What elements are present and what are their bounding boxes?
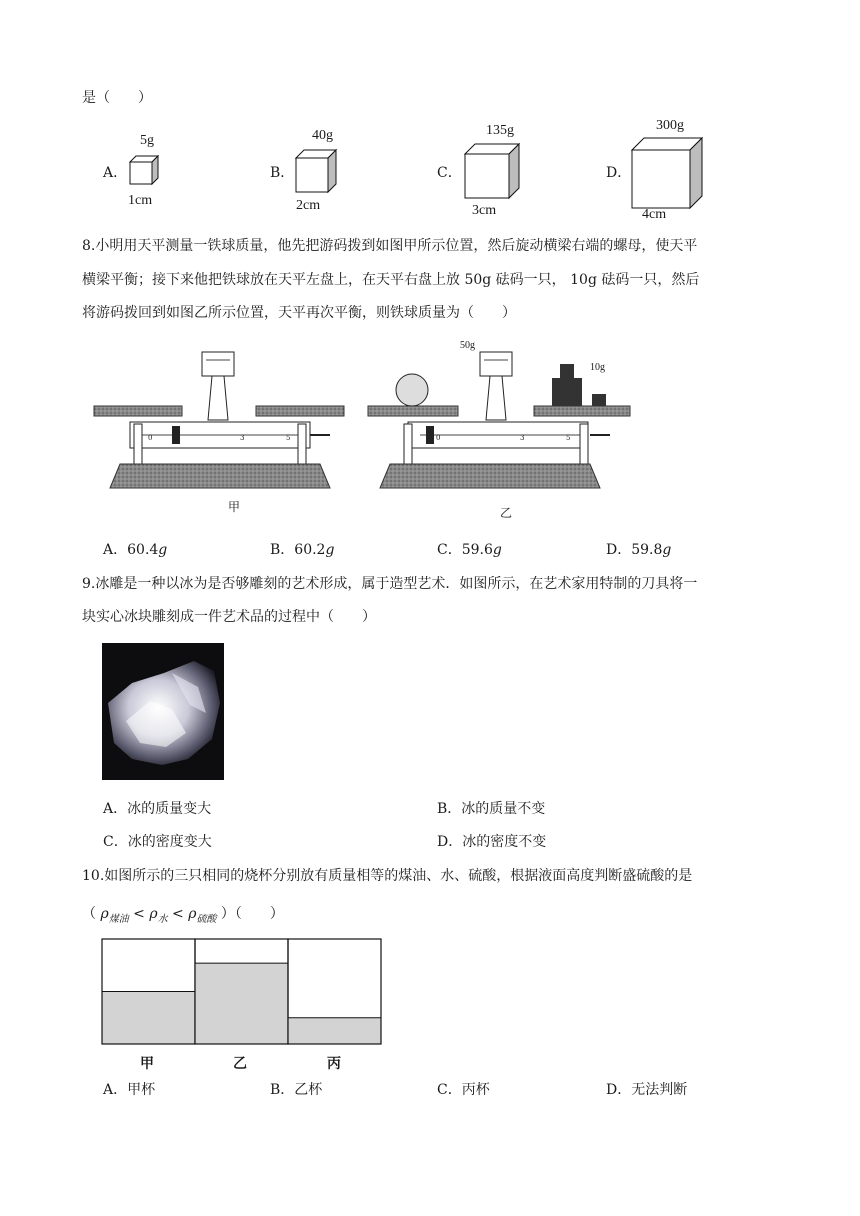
svg-text:3: 3 [240,434,245,442]
q10-density-condition [82,904,284,930]
q7-option-d-side: 4cm [642,207,667,222]
q8-option-a-value: 60.4 [127,542,159,558]
q10-cup-label-yi: 乙 [233,1057,247,1072]
q8-option-d[interactable] [606,540,671,560]
q10-option-d-letter: D． [606,1082,632,1098]
q10-option-c-letter: C． [437,1082,462,1098]
q9-option-d-letter: D． [437,834,463,850]
rho-symbol-3: ρ [188,906,197,922]
q9-option-b-text: 冰的质量不变 [461,801,546,817]
q8-option-a[interactable] [103,540,167,560]
q9-option-b[interactable] [437,799,545,819]
rho-sub-water: 水 [157,914,168,925]
q10-option-a-text: 甲杯 [127,1082,156,1098]
q7-option-c-side: 3cm [472,203,497,218]
q9-stem-line-2: 块实心冰块雕刻成一件艺术品的过程中（ ） [82,609,376,625]
q7-option-b-letter[interactable]: B． [270,165,295,181]
q7-cube-c [461,142,523,202]
q8-option-b[interactable] [270,540,334,560]
q7-option-a-letter[interactable]: A． [103,165,128,181]
q9-option-b-letter: B． [437,801,462,817]
svg-text:0: 0 [148,434,153,442]
lt-symbol-1: < [128,906,150,922]
q8-stem-line-3: 将游码拨回到如图乙所示位置，天平再次平衡，则铁球质量为（ ） [82,305,516,321]
rho-symbol-2: ρ [149,906,158,922]
q7-option-d-mass: 300g [656,118,684,133]
q8-weight-50g-label: 50g [460,340,475,351]
q7-option-a-mass: 5g [140,133,154,148]
svg-text:3: 3 [520,434,525,442]
q7-option-b-mass: 40g [312,128,333,143]
q10-option-b[interactable] [270,1080,322,1100]
q8-option-b-letter: B． [270,542,295,558]
q10-option-b-letter: B． [270,1082,295,1098]
q10-option-c-text: 丙杯 [461,1082,490,1098]
q8-option-a-unit: g [158,542,168,558]
q7-option-b-side: 2cm [296,198,321,213]
q9-option-a-text: 冰的质量变大 [127,801,212,817]
rho-sub-sulfuric: 硫酸 [196,914,217,925]
q10-cup-label-jia: 甲 [140,1057,154,1072]
q9-option-c-letter: C． [103,834,128,850]
q9-option-c[interactable] [103,832,212,852]
lt-symbol-2: < [167,906,189,922]
q8-stem-line-1: 8.小明用天平测量一铁球质量，他先把游码拨到如图甲所示位置，然后旋动横梁右端的螺母，使天平 [82,238,698,254]
q8-option-b-value: 60.2 [294,542,326,558]
cond-open: （ [82,906,101,922]
q7-option-a-side: 1cm [128,193,153,208]
q9-ice-sculpture-image [102,643,224,780]
q8-stem-line-2: 横梁平衡；接下来他把铁球放在天平左盘上，在天平右盘上放 50g 砝码一只， 10g 砝码一只，然后 [82,272,700,288]
q10-option-b-text: 乙杯 [294,1082,323,1098]
q9-option-d-text: 冰的密度不变 [462,834,547,850]
q8-option-c-letter: C． [437,542,462,558]
cond-close: ）（ ） [216,906,284,922]
balance-jia [94,352,344,488]
q8-option-d-value: 59.8 [631,542,663,558]
q10-beakers-figure [100,937,384,1047]
q7-cube-a [126,154,162,188]
q8-option-d-letter: D． [606,542,632,558]
q10-option-d[interactable] [606,1080,687,1100]
svg-text:5: 5 [566,434,571,442]
q9-option-c-text: 冰的密度变大 [127,834,212,850]
q8-option-c-value: 59.6 [461,542,493,558]
q9-option-d[interactable] [437,832,546,852]
rho-symbol-1: ρ [100,906,109,922]
q8-figure-label-jia: 甲 [228,500,241,514]
q10-option-a[interactable] [103,1080,155,1100]
q8-option-c[interactable] [437,540,502,560]
svg-text:5: 5 [286,434,291,442]
q10-option-d-text: 无法判断 [631,1082,688,1098]
q9-option-a-letter: A． [103,801,128,817]
q8-option-a-letter: A． [103,542,128,558]
q7-option-d-letter[interactable]: D． [606,165,632,181]
q8-option-c-unit: g [492,542,502,558]
q7-cube-d [628,136,708,212]
q8-option-b-unit: g [325,542,335,558]
q7-option-c-letter[interactable]: C． [437,165,462,181]
q7-option-c-mass: 135g [486,123,514,138]
q9-stem-line-1: 9.冰雕是一种以冰为是否够雕刻的艺术形成，属于造型艺术．如图所示，在艺术家用特制的刀具将一 [82,576,698,592]
q10-option-a-letter: A． [103,1082,128,1098]
q10-option-c[interactable] [437,1080,490,1100]
q8-figure-label-yi: 乙 [500,506,513,520]
rho-sub-kerosene: 煤油 [108,914,129,925]
q10-cup-label-bing: 丙 [327,1057,341,1072]
svg-text:0: 0 [436,434,441,442]
cup-bing-liquid [288,1018,381,1044]
q8-balance-figure [90,340,650,520]
cup-yi-liquid [195,963,288,1044]
cup-jia-liquid [102,992,195,1045]
q7-cube-b [292,148,342,196]
q10-stem-line-1: 10.如图所示的三只相同的烧杯分别放有质量相等的煤油、水、硫酸，根据液面高度判断盛硫酸的是 [82,868,693,884]
q7-stem-tail: 是（ ） [82,90,152,106]
q8-option-d-unit: g [662,542,672,558]
q9-option-a[interactable] [103,799,211,819]
q8-weight-10g-label: 10g [590,362,605,373]
